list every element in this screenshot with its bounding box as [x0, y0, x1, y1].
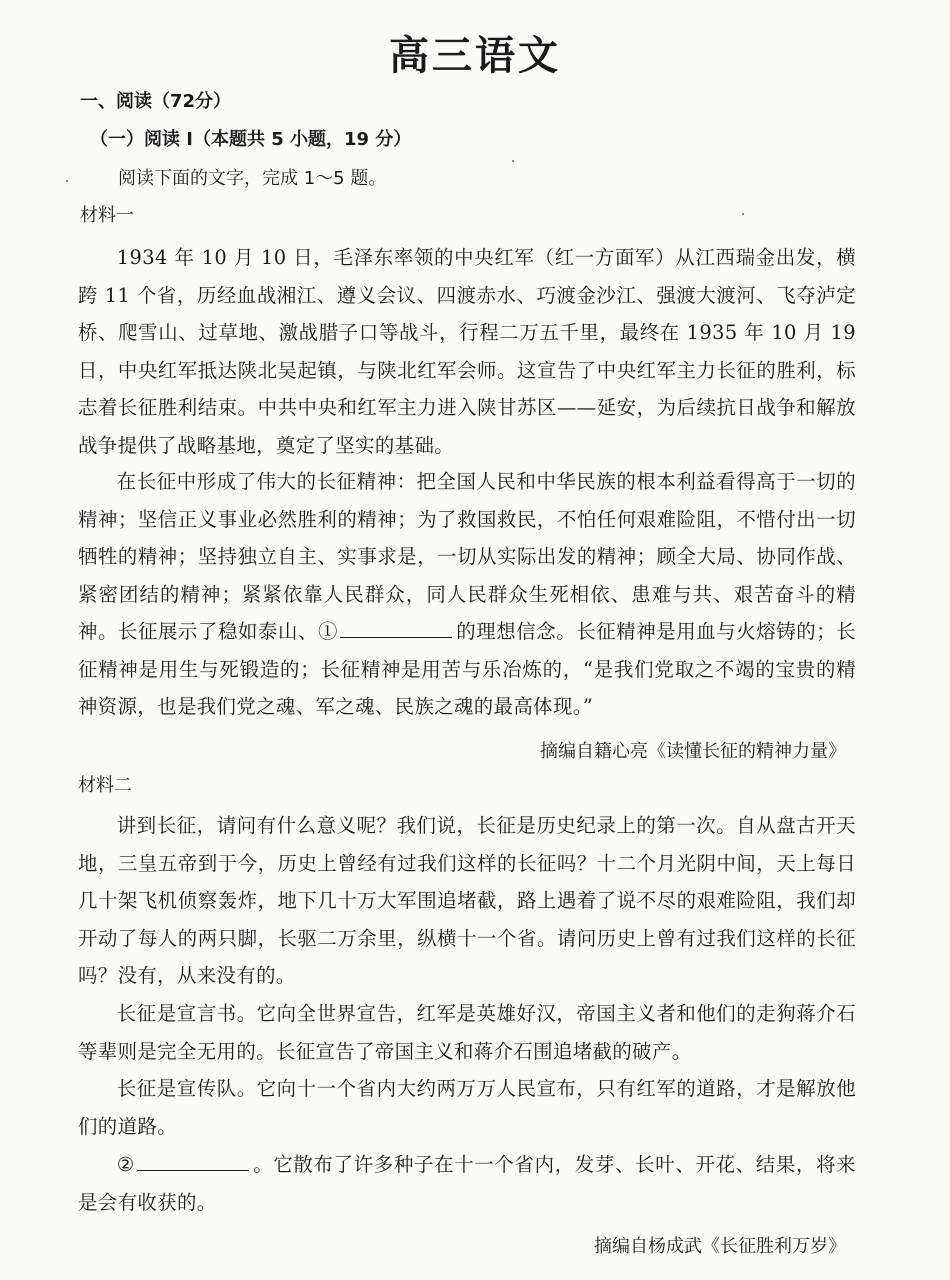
blank-2 [137, 1152, 249, 1171]
blank-2-marker: ② [116, 1153, 135, 1176]
material2-paragraph-2: 长征是宣言书。它向全世界宣告，红军是英雄好汉，帝国主义者和他们的走狗蒋介石等辈则是完全无用的。长征宣告了帝国主义和蒋介石围追堵截的破产。 [78, 1002, 856, 1063]
material1-paragraph-2-start: 在长征中形成了伟大的长征精神：把全国人民和中华民族的根本利益看得高于一切的精神；坚信正义事业必然胜利的精神；为了救国救民，不怕任何艰难险阻，不惜付出一切牺牲的精神；坚持独立自主、实事求是，一切从实际出发的精神；顾全大局、协同作战、紧密团结的精神；紧紧依靠人民群众，同人民群众生死相依、患难与共、艰苦奋斗的精神。长征展示了稳如泰山、① [78, 470, 856, 643]
sub-heading: （一）阅读 I（本题共 5 小题，19 分） [90, 129, 412, 150]
material2-paragraph-4 [78, 1146, 856, 1221]
material1-source: 摘编自籍心亮《读懂长征的精神力量》 [540, 741, 846, 762]
instruction: 阅读下面的文字，完成 1～5 题。 [118, 168, 387, 189]
blank-1 [340, 619, 452, 638]
material2-label: 材料二 [78, 775, 132, 796]
material1-paragraph-2 [78, 463, 856, 726]
scan-speck [512, 160, 514, 162]
material2-paragraph-4-end: 。它散布了许多种子在十一个省内，发芽、长叶、开花、结果，将来是会有收获的。 [78, 1153, 856, 1214]
page-title: 高三语文 [389, 33, 561, 79]
material2-paragraph-3: 长征是宣传队。它向十一个省内大约两万万人民宣布，只有红军的道路，才是解放他们的道路。 [78, 1077, 856, 1138]
material1-label: 材料一 [80, 205, 134, 226]
material2-paragraph-1: 讲到长征，请问有什么意义呢？我们说，长征是历史纪录上的第一次。自从盘古开天地，三皇五帝到于今，历史上曾经有过我们这样的长征吗？十二个月光阴中间，天上每日几十架飞机侦察轰炸，地下几十万大军围追堵截，路上遇着了说不尽的艰难险阻，我们却开动了每人的两只脚，长驱二万余里，纵横十一个省。请问历史上曾有过我们这样的长征吗？没有，从来没有的。 [78, 814, 856, 987]
scan-speck [742, 213, 744, 215]
material1-paragraph-2-end: 的理想信念。长征精神是用血与火熔铸的；长征精神是用生与死锻造的；长征精神是用苦与乐冶炼的，“是我们党取之不竭的宝贵的精神资源，也是我们党之魂、军之魂、民族之魂的最高体现。” [78, 620, 856, 718]
material1-paragraph-1: 1934 年 10 月 10 日，毛泽东率领的中央红军（红一方面军）从江西瑞金出发，横跨 11 个省，历经血战湘江、遵义会议、四渡赤水、巧渡金沙江、强渡大渡河、飞夺泸定桥、爬雪山、过草地、激战腊子口等战斗，行程二万五千里，最终在 1935 年 10 月 19 日，中央红军抵达陕北吴起镇，与陕北红军会师。这宣告了中央红军主力长征的胜利，标志着长征胜利结束。中共中央和红军主力进入陕甘苏区——延安，为后续抗日战争和解放战争提供了战略基地，奠定了坚实的基础。 [78, 246, 856, 457]
material2-source: 摘编自杨成武《长征胜利万岁》 [594, 1236, 846, 1257]
section-heading: 一、阅读（72分） [80, 91, 232, 112]
scan-speck [66, 180, 68, 182]
